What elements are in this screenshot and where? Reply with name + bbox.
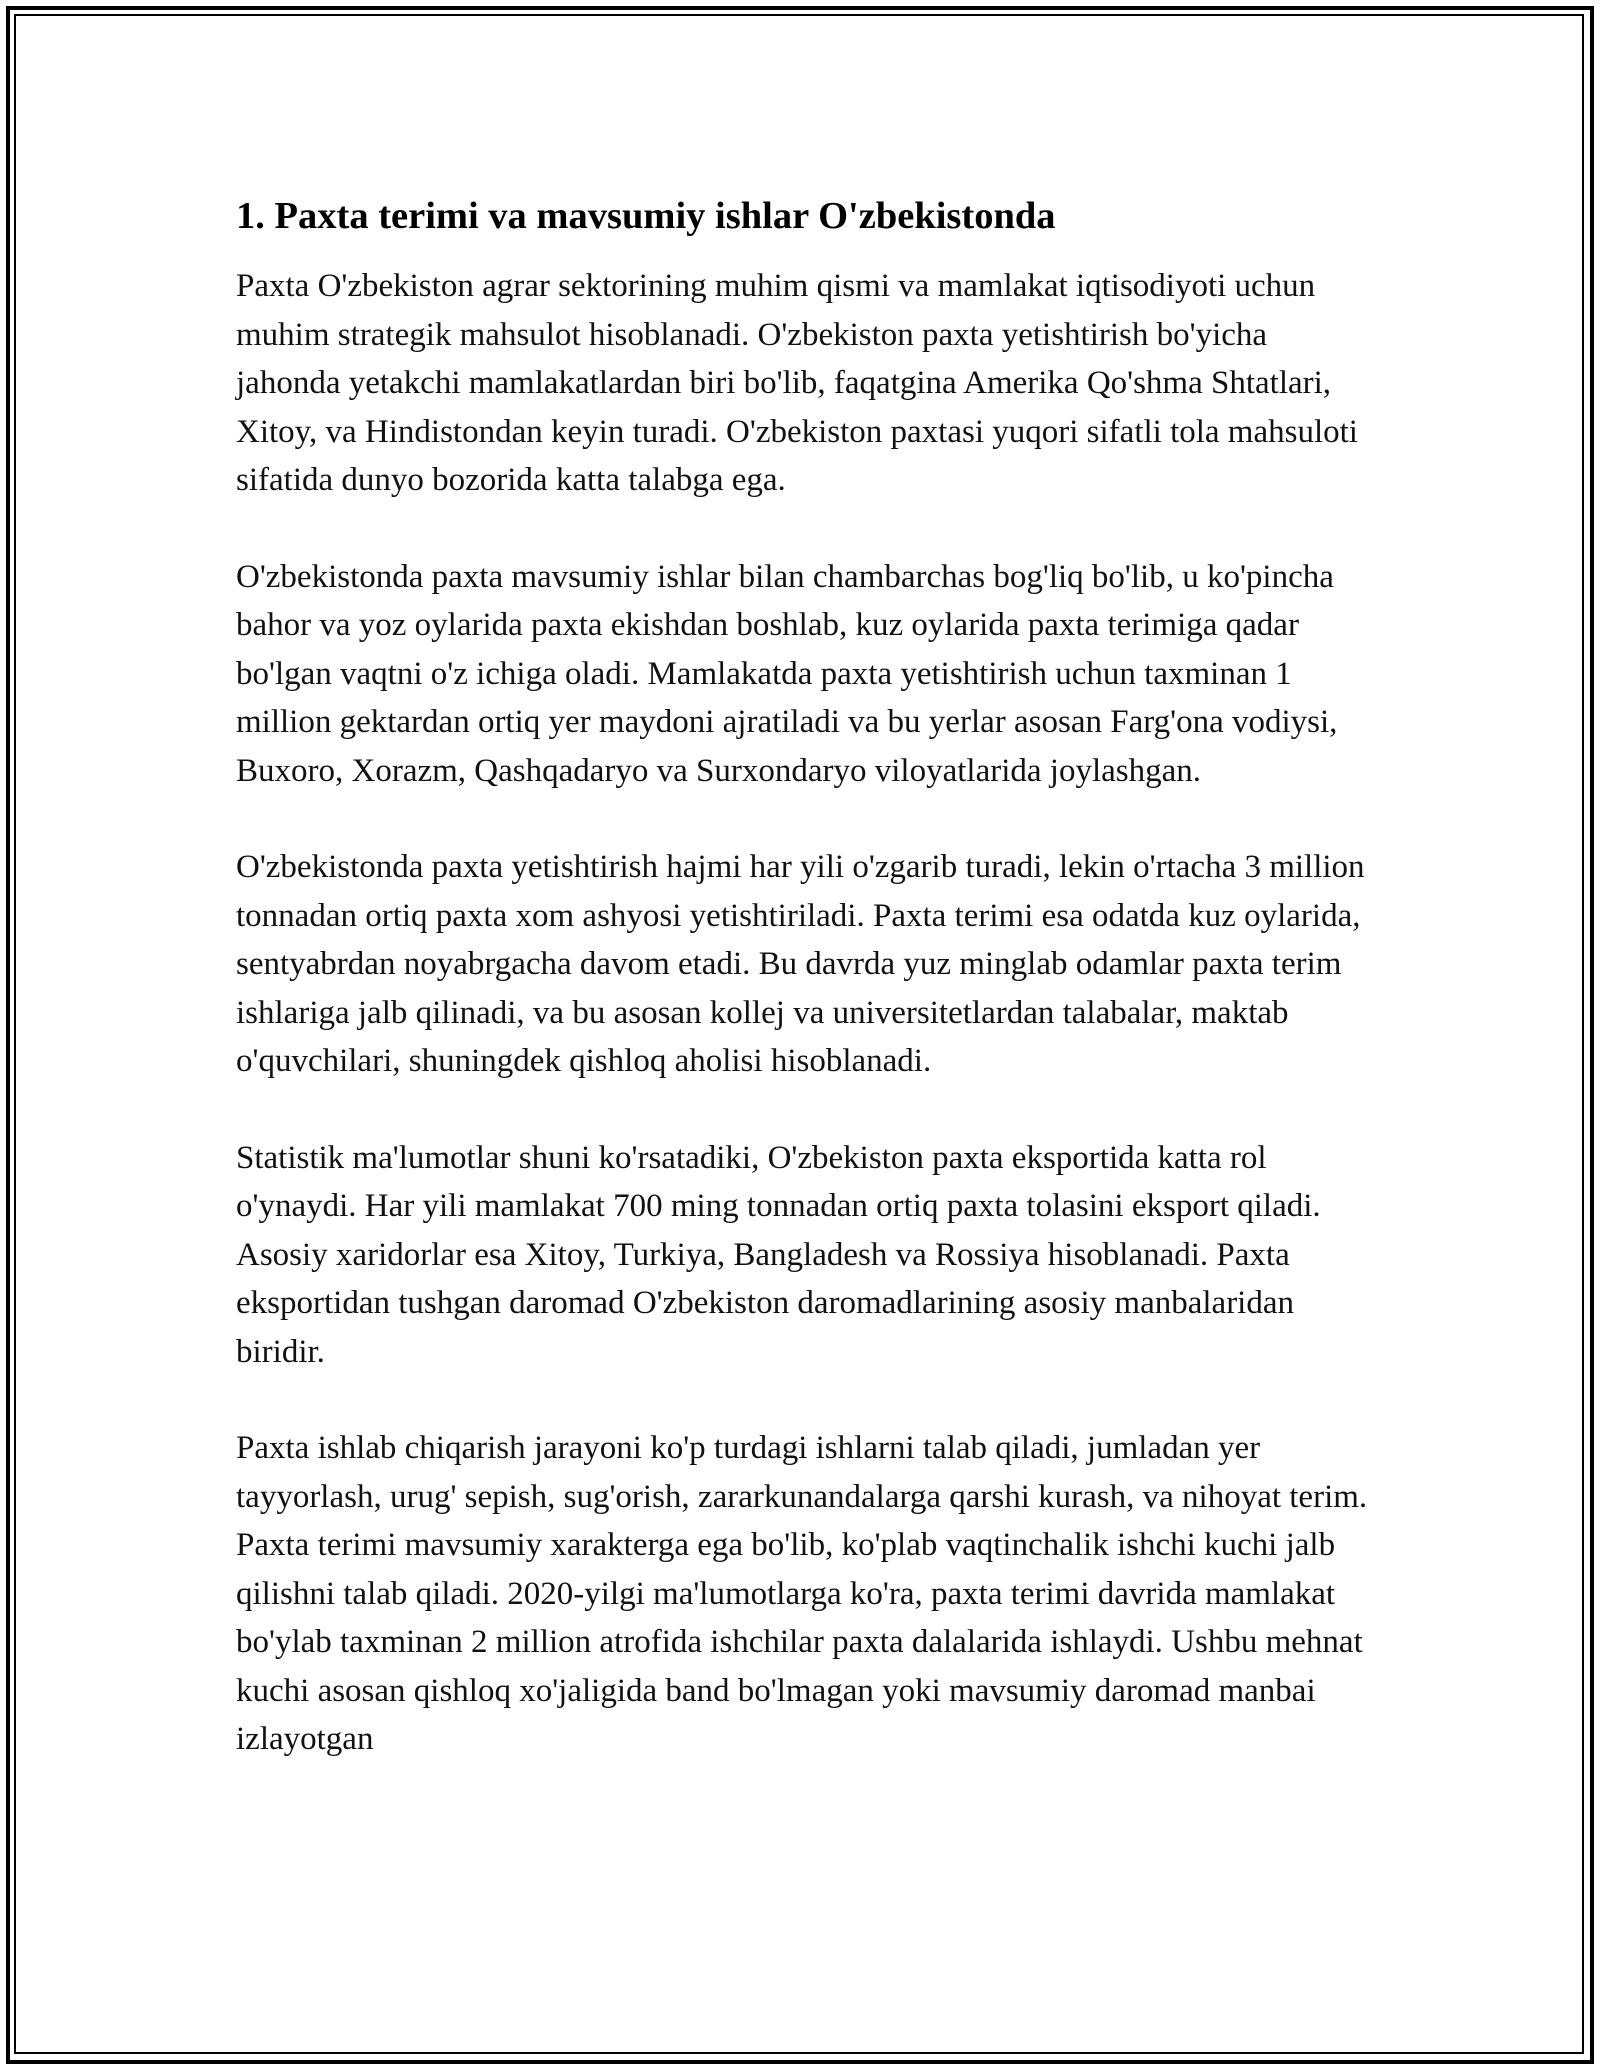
paragraph-4: Statistik ma'lumotlar shuni ko'rsatadiki, O'zbekiston paxta eksportida katta rol o'ynaydi. Har yili mamlakat 700 ming tonnadan ortiq paxta tolasini eksport qiladi. Asosiy xaridorlar esa Xitoy, Turkiya, Bangladesh va Rossiya hisoblanadi. Paxta eksportidan tushgan daromad O'zbekiston daromadlarining asosiy manbalaridan biridir. bbox=[236, 1139, 1321, 1370]
paragraph-2: O'zbekistonda paxta mavsumiy ishlar bilan chambarchas bog'liq bo'lib, u ko'pincha bahor va yoz oylarida paxta ekishdan boshlab, kuz oylarida paxta terimiga qadar bo'lgan vaqtni o'z ichiga oladi. Mamlakatda paxta yetishtirish uchun taxminan 1 million gektardan ortiq yer maydoni ajratiladi va bu yerlar asosan Farg'ona vodiysi, Buxoro, Xorazm, Qashqadaryo va Surxondaryo viloyatlarida joylashgan. bbox=[236, 558, 1338, 789]
paragraph-5: Paxta ishlab chiqarish jarayoni ko'p turdagi ishlarni talab qiladi, jumladan yer tayyorlash, urug' sepish, sug'orish, zararkunandalarga qarshi kurash, va nihoyat terim. Paxta terimi mavsumiy xarakterga ega bo'lib, ko'plab vaqtinchalik ishchi kuchi jalb qilishni talab qiladi. 2020-yilgi ma'lumotlarga ko'ra, paxta terimi davrida mamlakat bo'ylab taxminan 2 million atrofida ishchilar paxta dalalarida ishlaydi. Ushbu mehnat kuchi asosan qishloq xo'jaligida band bo'lmagan yoki mavsumiy daromad manbai izlayotgan bbox=[236, 1430, 1368, 1757]
paragraph-3: O'zbekistonda paxta yetishtirish hajmi har yili o'zgarib turadi, lekin o'rtacha 3 million tonnadan ortiq paxta xom ashyosi yetishtiriladi. Paxta terimi esa odatda kuz oylarida, sentyabrdan noyabrgacha davom etadi. Bu davrda yuz minglab odamlar paxta terim ishlariga jalb qilinadi, va bu asosan kollej va universitetlardan talabalar, maktab o'quvchilari, shuningdek qishloq aholisi hisoblanadi. bbox=[236, 849, 1365, 1079]
document-body bbox=[236, 190, 1376, 1812]
paragraph-1: Paxta O'zbekiston agrar sektorining muhim qismi va mamlakat iqtisodiyoti uchun muhim strategik mahsulot hisoblanadi. O'zbekiston paxta yetishtirish bo'yicha jahonda yetakchi mamlakatlardan biri bo'lib, faqatgina Amerika Qo'shma Shtatlari, Xitoy, va Hindistondan keyin turadi. O'zbekiston paxtasi yuqori sifatli tola mahsuloti sifatida dunyo bozorida katta talabga ega. bbox=[236, 268, 1358, 498]
section-heading: 1. Paxta terimi va mavsumiy ishlar O'zbekistonda bbox=[236, 195, 1056, 237]
